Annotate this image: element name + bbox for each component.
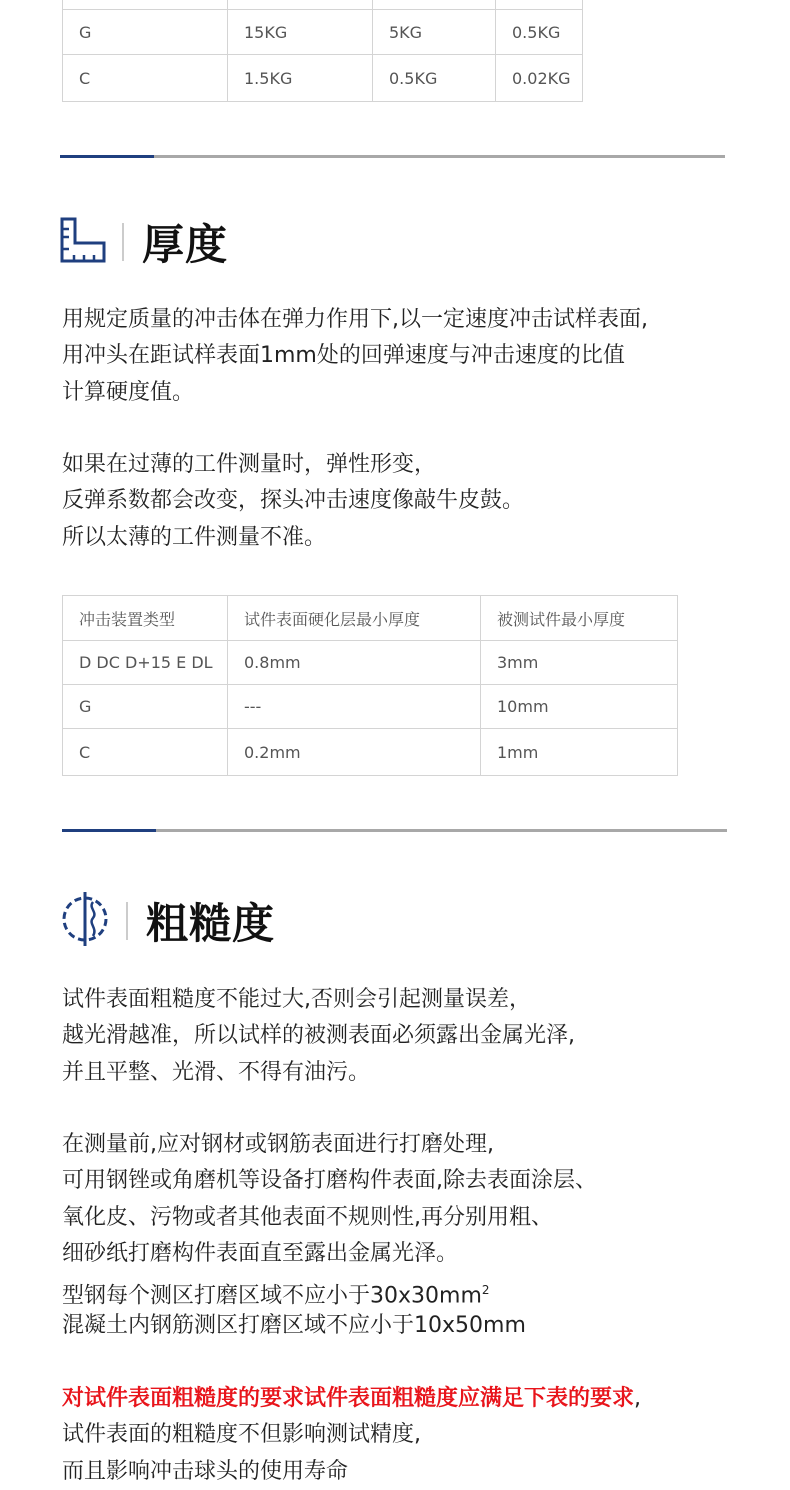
table-row [63, 55, 583, 102]
table-cell: 0.02KG [496, 55, 583, 102]
table-cell: 1.5KG [228, 55, 373, 102]
table-header: 冲击装置类型 [63, 596, 228, 641]
table-row [63, 641, 678, 685]
section-title: 厚度 [142, 220, 229, 269]
table-cell: 0.5KG [496, 10, 583, 55]
table-cell: D DC D+15 E DL [63, 641, 228, 685]
roughness-paragraph-3: 对试件表面粗糙度的要求试件表面粗糙度应满足下表的要求, 试件表面的粗糙度不但影响测试精度, 而且影响冲击球头的使用寿命 [62, 1386, 642, 1484]
highlight-text: 对试件表面粗糙度的要求试件表面粗糙度应满足下表的要求 [62, 1386, 635, 1411]
table-header: 被测试件最小厚度 [481, 596, 678, 641]
table-cell: G [63, 10, 228, 55]
table-cell: C [63, 55, 228, 102]
section-divider [62, 829, 727, 832]
table-cell: 0.2mm [228, 729, 481, 776]
table-cell: 10mm [481, 685, 678, 729]
thickness-paragraph-2: 如果在过薄的工件测量时，弹性形变， 反弹系数都会改变，探头冲击速度像敲牛皮鼓。 所以太薄的工件测量不准。 [62, 452, 525, 550]
roughness-heading [60, 890, 275, 952]
section-title: 粗糙度 [146, 899, 276, 948]
table-cell: --- [228, 685, 481, 729]
table-row [63, 10, 583, 55]
section-divider [60, 155, 725, 158]
table-cell: 0.5KG [373, 55, 496, 102]
thickness-paragraph-1: 用规定质量的冲击体在弹力作用下,以一定速度冲击试样表面, 用冲头在距试样表面1mm处的回弹速度与冲击速度的比值 计算硬度值。 [62, 307, 648, 405]
table-header-row [63, 596, 678, 641]
thickness-heading [60, 212, 228, 272]
roughness-paragraph-1: 试件表面粗糙度不能过大,否则会引起测量误差， 越光滑越准，所以试样的被测表面必须露出金属光泽, 并且平整、光滑、不得有油污。 [62, 987, 575, 1085]
roughness-paragraph-2: 在测量前,应对钢材或钢筋表面进行打磨处理, 可用钢锉或角磨机等设备打磨构件表面,除去表面涂层、 氧化皮、污物或者其他表面不规则性,再分别用粗、 细砂纸打磨构件表面直至露出金属光泽。 型钢每个测区打磨区域不应小于$30x30mm^2$ 混凝土内钢筋测区打磨区域不应小于10x50mm [62, 1132, 597, 1339]
table-cell: 0.8mm [228, 641, 481, 685]
table-row [63, 729, 678, 776]
table-cell: C [63, 729, 228, 776]
thickness-table [62, 595, 678, 776]
table-cell: 1mm [481, 729, 678, 776]
table-row [63, 685, 678, 729]
surface-wave-icon [60, 890, 110, 952]
table-header: 试件表面硬化层最小厚度 [228, 596, 481, 641]
ruler-square-icon [60, 217, 106, 267]
table-cell: 5KG [373, 10, 496, 55]
table-cell: 15KG [228, 10, 373, 55]
weight-table [62, 0, 583, 102]
table-cell: G [63, 685, 228, 729]
table-cell: 3mm [481, 641, 678, 685]
